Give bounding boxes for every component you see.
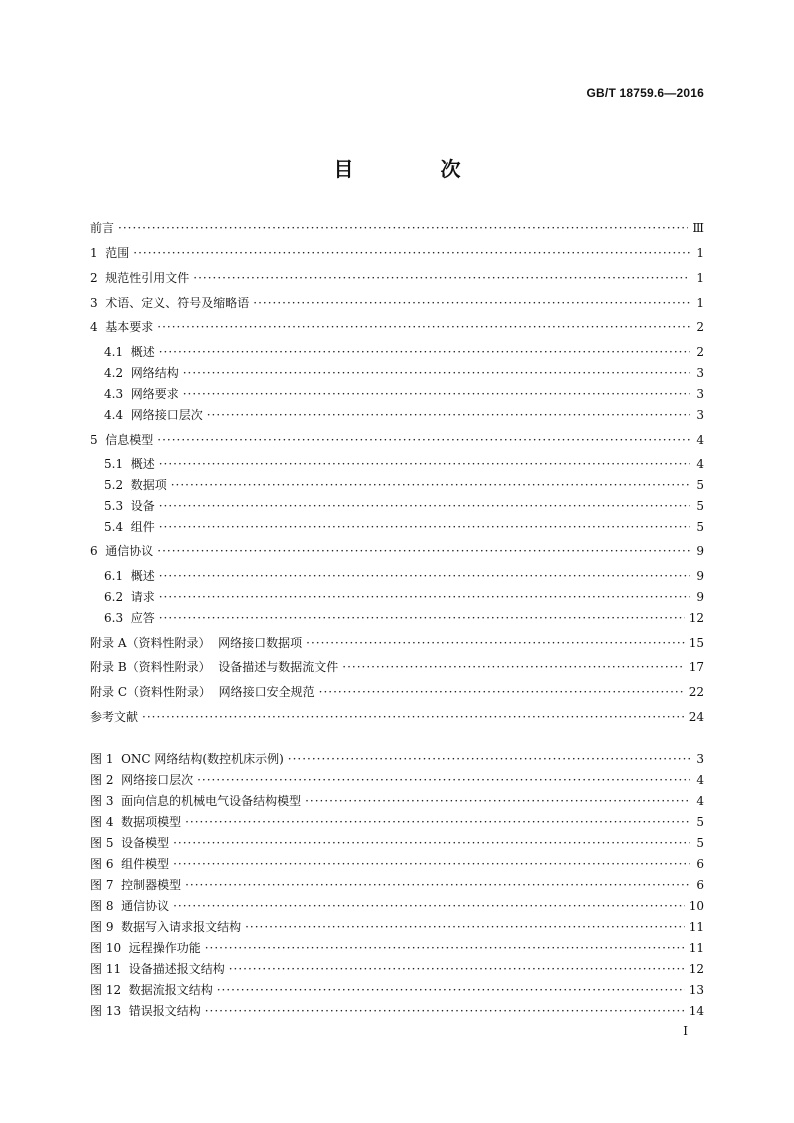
toc-entry[interactable] <box>90 771 704 789</box>
toc-entry[interactable] <box>90 750 704 768</box>
entry-page-number: 3 <box>696 752 704 766</box>
entry-label: 5.4 组件 <box>104 520 155 534</box>
toc-entry[interactable] <box>104 455 704 473</box>
leader-dots <box>173 897 685 915</box>
entry-page-number: 5 <box>696 478 704 492</box>
toc-entry[interactable] <box>90 431 704 449</box>
leader-dots <box>157 318 690 336</box>
leader-dots <box>159 518 690 536</box>
toc-entry[interactable] <box>90 918 704 936</box>
entry-page-number: 13 <box>688 983 704 997</box>
toc-entry[interactable] <box>90 981 704 999</box>
entry-page-number: 6 <box>696 878 704 892</box>
leader-dots <box>306 634 685 652</box>
toc-entry[interactable] <box>90 939 704 957</box>
entry-label: 图 9 数据写入请求报文结构 <box>90 920 242 934</box>
leader-dots <box>253 294 690 312</box>
entry-label: 2 规范性引用文件 <box>90 271 190 285</box>
toc-entry[interactable] <box>104 588 704 606</box>
entry-page-number: 17 <box>688 660 704 674</box>
leader-dots <box>159 455 690 473</box>
toc-entry[interactable] <box>90 244 704 262</box>
entry-label: 5.2 数据项 <box>104 478 167 492</box>
leader-dots <box>342 658 684 676</box>
toc-entry[interactable] <box>90 897 704 915</box>
leader-dots <box>185 876 690 894</box>
entry-label: 4.3 网络要求 <box>104 387 179 401</box>
leader-dots <box>157 542 690 560</box>
toc-entry[interactable] <box>90 658 704 676</box>
entry-label: 4.4 网络接口层次 <box>104 408 203 422</box>
leader-dots <box>173 834 690 852</box>
entry-page-number: 5 <box>696 499 704 513</box>
entry-page-number: 3 <box>696 408 704 422</box>
entry-label: 图 4 数据项模型 <box>90 815 182 829</box>
entry-label: 图 11 设备描述报文结构 <box>90 962 225 976</box>
entry-label: 4.1 概述 <box>104 345 155 359</box>
toc-entry[interactable] <box>90 876 704 894</box>
leader-dots <box>193 269 690 287</box>
entry-label: 图 7 控制器模型 <box>90 878 182 892</box>
entry-page-number: 5 <box>696 815 704 829</box>
toc-entry[interactable] <box>90 269 704 287</box>
entry-page-number: 5 <box>696 520 704 534</box>
entry-page-number: 5 <box>696 836 704 850</box>
toc-entry[interactable] <box>90 1002 704 1020</box>
entry-page-number: 24 <box>688 710 704 724</box>
entry-page-number: 11 <box>688 920 704 934</box>
entry-page-number: 4 <box>696 457 704 471</box>
entry-label: 图 2 网络接口层次 <box>90 773 194 787</box>
leader-dots <box>159 497 690 515</box>
leader-dots <box>133 244 690 262</box>
entry-label: 附录 C（资料性附录） 网络接口安全规范 <box>90 685 315 699</box>
entry-label: 6.3 应答 <box>104 611 155 625</box>
leader-dots <box>159 609 685 627</box>
toc-entry[interactable] <box>104 406 704 424</box>
entry-label: 图 13 错误报文结构 <box>90 1004 201 1018</box>
toc-entry[interactable] <box>104 567 704 585</box>
entry-label: 1 范围 <box>90 246 130 260</box>
entry-page-number: 2 <box>696 345 704 359</box>
leader-dots <box>185 813 690 831</box>
toc-entry[interactable] <box>104 497 704 515</box>
entry-label: 5 信息模型 <box>90 433 154 447</box>
leader-dots <box>197 771 690 789</box>
leader-dots <box>217 981 685 999</box>
leader-dots <box>183 385 690 403</box>
toc-entry[interactable] <box>90 855 704 873</box>
entry-label: 附录 B（资料性附录） 设备描述与数据流文件 <box>90 660 339 674</box>
entry-label: 4.2 网络结构 <box>104 366 179 380</box>
page-title: 目 次 <box>333 157 501 181</box>
entry-label: 6.1 概述 <box>104 569 155 583</box>
entry-page-number: 14 <box>688 1004 704 1018</box>
toc-entry[interactable] <box>90 792 704 810</box>
entry-page-number: 9 <box>696 544 704 558</box>
toc-entry[interactable] <box>104 476 704 494</box>
entry-page-number: 10 <box>688 899 704 913</box>
toc-entry[interactable] <box>90 834 704 852</box>
toc-entry[interactable] <box>90 683 704 701</box>
entry-page-number: 22 <box>688 685 704 699</box>
leader-dots <box>288 750 690 768</box>
toc-entry[interactable] <box>104 518 704 536</box>
toc-entry[interactable] <box>104 385 704 403</box>
leader-dots <box>183 364 690 382</box>
leader-dots <box>207 406 690 424</box>
toc-entry[interactable] <box>90 542 704 560</box>
entry-page-number: 2 <box>696 320 704 334</box>
entry-label: 附录 A（资料性附录） 网络接口数据项 <box>90 636 303 650</box>
entry-page-number: 4 <box>696 433 704 447</box>
leader-dots <box>157 431 690 449</box>
entry-page-number: 15 <box>688 636 704 650</box>
leader-dots <box>159 588 690 606</box>
entry-page-number: 3 <box>696 387 704 401</box>
leader-dots <box>142 708 685 726</box>
toc-entry[interactable] <box>90 960 704 978</box>
entry-label: 图 8 通信协议 <box>90 899 170 913</box>
entry-page-number: 1 <box>696 296 704 310</box>
leader-dots <box>173 855 690 873</box>
entry-label: 6.2 请求 <box>104 590 155 604</box>
entry-label: 图 6 组件模型 <box>90 857 170 871</box>
entry-page-number: 12 <box>688 611 704 625</box>
leader-dots <box>205 1002 685 1020</box>
entry-label: 图 10 远程操作功能 <box>90 941 201 955</box>
leader-dots <box>229 960 685 978</box>
entry-page-number: 9 <box>696 590 704 604</box>
entry-label: 图 5 设备模型 <box>90 836 170 850</box>
entry-page-number: 4 <box>696 773 704 787</box>
entry-page-number: 1 <box>696 246 704 260</box>
entry-page-number: 4 <box>696 794 704 808</box>
toc-entry[interactable] <box>90 294 704 312</box>
leader-dots <box>205 939 685 957</box>
entry-page-number: 9 <box>696 569 704 583</box>
entry-label: 4 基本要求 <box>90 320 154 334</box>
entry-label: 5.1 概述 <box>104 457 155 471</box>
entry-label: 图 1 ONC 网络结构(数控机床示例) <box>90 752 284 766</box>
toc-entry[interactable] <box>90 219 704 237</box>
entry-page-number: 3 <box>696 366 704 380</box>
entry-page-number: 12 <box>688 962 704 976</box>
leader-dots <box>159 343 690 361</box>
toc-entry[interactable] <box>90 708 704 726</box>
entry-label: 3 术语、定义、符号及缩略语 <box>90 296 250 310</box>
leader-dots <box>245 918 685 936</box>
toc-entry[interactable] <box>104 364 704 382</box>
toc-entry[interactable] <box>90 813 704 831</box>
toc-entry[interactable] <box>104 609 704 627</box>
leader-dots <box>171 476 690 494</box>
toc-entry[interactable] <box>104 343 704 361</box>
entry-label: 图 3 面向信息的机械电气设备结构模型 <box>90 794 302 808</box>
leader-dots <box>319 683 685 701</box>
entry-page-number: 1 <box>696 271 704 285</box>
entry-label: 图 12 数据流报文结构 <box>90 983 213 997</box>
leader-dots <box>159 567 690 585</box>
toc-entry[interactable] <box>90 634 704 652</box>
standard-number: GB/T 18759.6—2016 <box>586 86 704 100</box>
leader-dots <box>305 792 690 810</box>
entry-page-number: 11 <box>688 941 704 955</box>
entry-label: 5.3 设备 <box>104 499 155 513</box>
entry-label: 6 通信协议 <box>90 544 154 558</box>
entry-label: 前言 <box>90 221 115 235</box>
page-number: I <box>683 1024 688 1038</box>
entry-label: 参考文献 <box>90 710 139 724</box>
entry-page-number: Ⅲ <box>692 221 704 235</box>
leader-dots <box>118 219 688 237</box>
entry-page-number: 6 <box>696 857 704 871</box>
toc-entry[interactable] <box>90 318 704 336</box>
